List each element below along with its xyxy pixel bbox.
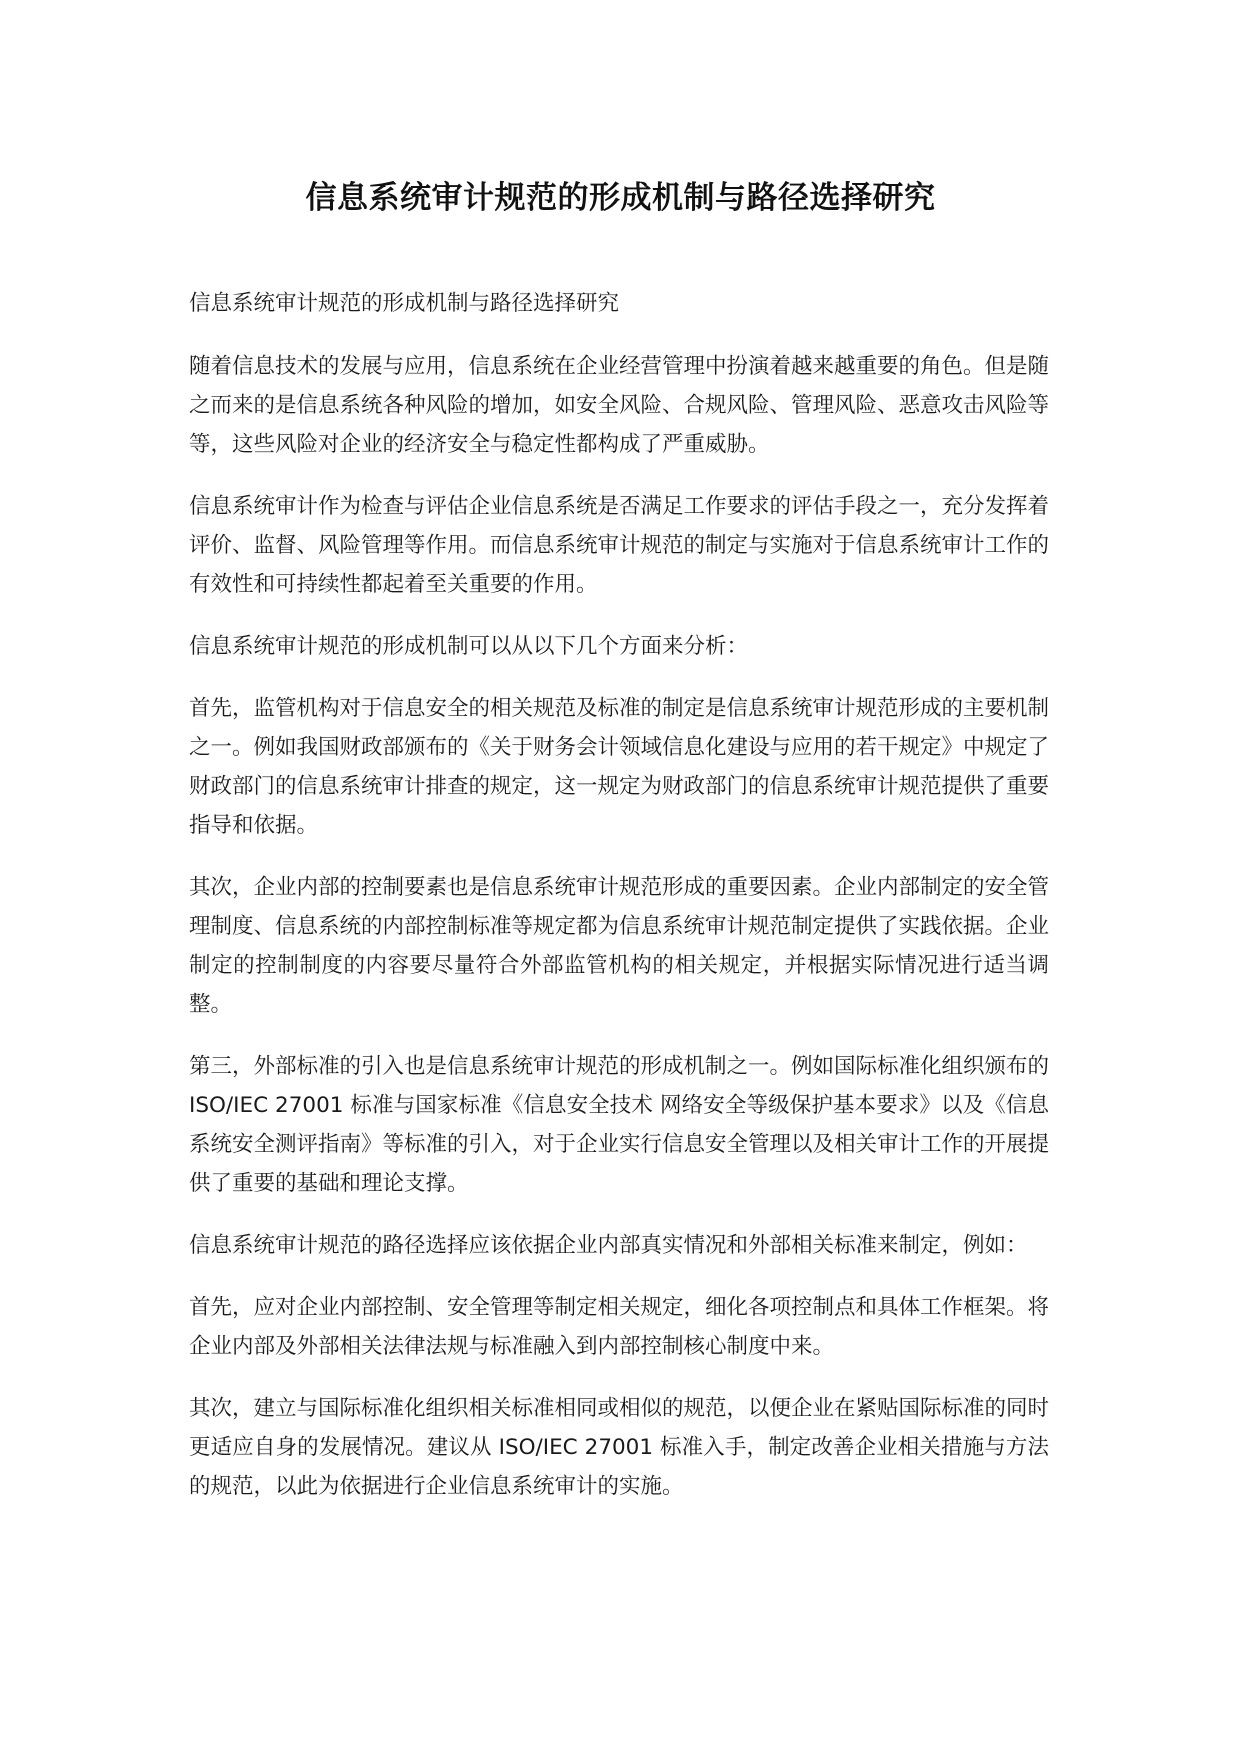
paragraph-mechanism-third: 第三，外部标准的引入也是信息系统审计规范的形成机制之一。例如国际标准化组织颁布的 ISO/IEC 27001 标准与国家标准《信息安全技术 网络安全等级保护基本要求》以及《信息系统安全测评指南》等标准的引入，对于企业实行信息安全管理以及相关审计工作的开展提供了重要的基础和理论支撑。 <box>189 1054 1050 1196</box>
paragraph-audit-role: 信息系统审计作为检查与评估企业信息系统是否满足工作要求的评估手段之一，充分发挥着评价、监督、风险管理等作用。而信息系统审计规范的制定与实施对于信息系统审计工作的有效性和可持续性都起着至关重要的作用。 <box>189 494 1050 597</box>
paragraph-path-first: 首先，应对企业内部控制、安全管理等制定相关规定，细化各项控制点和具体工作框架。将企业内部及外部相关法律法规与标准融入到内部控制核心制度中来。 <box>189 1295 1050 1359</box>
paragraph-path-lead: 信息系统审计规范的路径选择应该依据企业内部真实情况和外部相关标准来制定，例如： <box>189 1233 1028 1258</box>
paragraph-intro: 随着信息技术的发展与应用，信息系统在企业经营管理中扮演着越来越重要的角色。但是随之而来的是信息系统各种风险的增加，如安全风险、合规风险、管理风险、恶意攻击风险等等，这些风险对企业的经济安全与稳定性都构成了严重威胁。 <box>189 354 1050 457</box>
document-body <box>189 284 1049 1529</box>
paragraph-path-second: 其次，建立与国际标准化组织相关标准相同或相似的规范，以便企业在紧贴国际标准的同时更适应自身的发展情况。建议从 ISO/IEC 27001 标准入手，制定改善企业相关措施与方法的规范，以此为依据进行企业信息系统审计的实施。 <box>189 1396 1050 1499</box>
paragraph-mechanism-first: 首先，监管机构对于信息安全的相关规范及标准的制定是信息系统审计规范形成的主要机制之一。例如我国财政部颁布的《关于财务会计领域信息化建设与应用的若干规定》中规定了财政部门的信息系统审计排查的规定，这一规定为财政部门的信息系统审计规范提供了重要指导和依据。 <box>189 696 1050 838</box>
paragraph-mechanism-second: 其次，企业内部的控制要素也是信息系统审计规范形成的重要因素。企业内部制定的安全管理制度、信息系统的内部控制标准等规定都为信息系统审计规范制定提供了实践依据。企业制定的控制制度的内容要尽量符合外部监管机构的相关规定，并根据实际情况进行适当调整。 <box>189 875 1050 1017</box>
paragraph-mechanism-lead: 信息系统审计规范的形成机制可以从以下几个方面来分析： <box>189 634 749 659</box>
document-title: 信息系统审计规范的形成机制与路径选择研究 <box>305 180 936 216</box>
paragraph-subtitle: 信息系统审计规范的形成机制与路径选择研究 <box>189 291 620 316</box>
